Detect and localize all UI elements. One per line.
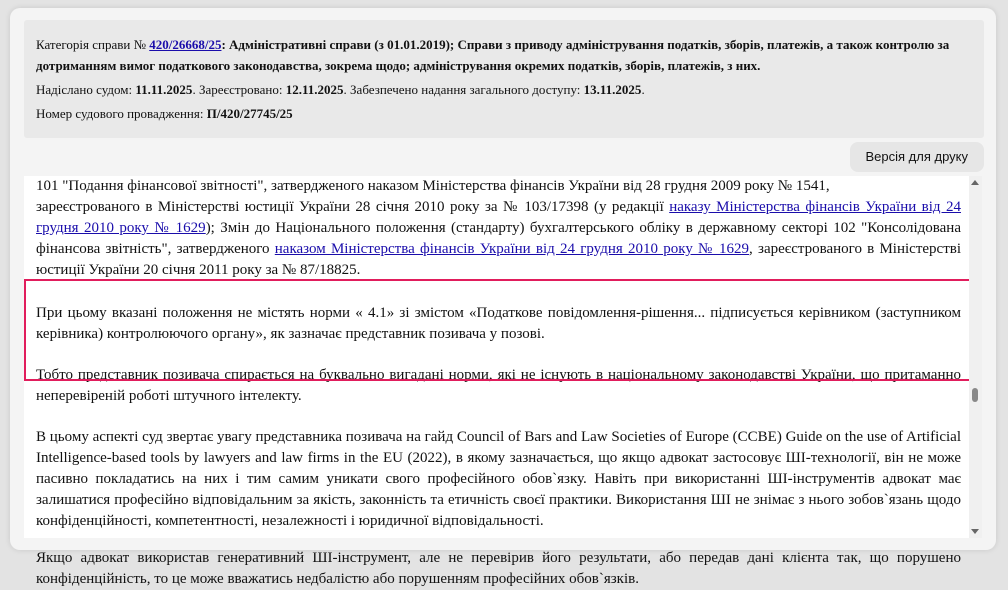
case-dates: Надіслано судом: 11.11.2025. Зареєстровано: 12.11.2025. Забезпечено надання загального доступу: 13.11.2025. bbox=[36, 82, 645, 97]
case-number-link[interactable]: 420/26668/25 bbox=[149, 37, 222, 52]
paragraph-regulations: зареєстрованого в Міністерстві юстиції України 28 січня 2010 року за № 103/17398 (у редакції наказу Міністерства фінансів України від 24 грудня 2010 року № 1629); Змін до Національного положення (стандарту) бухгалтерського обліку в державному секторі 102 "Консолідована фінансова звітність", затвердженого наказом Міністерства фінансів України від 24 грудня 2010 року № 1629, зареєстрованого в Міністерстві юстиції України 20 січня 2011 року за № 87/18825. bbox=[36, 199, 961, 278]
order-link-2[interactable]: наказом Міністерства фінансів України від 24 грудня 2010 року № 1629 bbox=[274, 241, 750, 257]
paragraph-ccbe-guide: В цьому аспекті суд звертає увагу представника позивача на гайд Council of Bars and Law Societies of Europe (CCBE) Guide on the use of Artificial Intelligence-based tools by lawyers and law firms in the EU (2022), в якому зазначається, що якщо адвокат застосовує ШІ-технології, він не може пасивно покладатись на них і тим самим уникати свого професійного обов`язку. Навіть при використанні ШІ-інструментів адвокат має залишатися професійно відповідальним за якість, законність та етичність своєї практики. Використання ШІ не знімає з нього зобов`язань щодо конфіденційності, компетентності, незалежності і юридичної відповідальності. bbox=[36, 429, 961, 529]
scrollbar[interactable] bbox=[969, 176, 982, 538]
sent-date: 11.11.2025 bbox=[135, 82, 193, 97]
print-version-button[interactable]: Версія для друку bbox=[850, 142, 985, 172]
paragraph-ai-negligence: Якщо адвокат використав генеративний ШІ-інструмент, але не перевірив його результати, або передав дані клієнта так, що порушено конфіденційність, то це може вважатись недбалістю або порушенням професійних обов`язків. bbox=[36, 550, 961, 587]
paragraph-missing-norms: При цьому вказані положення не містять норми « 4.1» зі змістом «Податкове повідомлення-рішення... підписується керівником (заступником керівника) контролюючого органу», як зазначає представник позивача у позові. bbox=[36, 305, 961, 342]
registered-date: 12.11.2025 bbox=[285, 82, 344, 97]
document-viewport[interactable] bbox=[24, 176, 969, 587]
scrollbar-thumb[interactable] bbox=[972, 388, 978, 402]
paragraph-invented-norms: Тобто представник позивача спирається на буквально вигадані норми, які не існують в національному законодавстві України, що притаманно неперевіреній роботі штучного інтелекту. bbox=[36, 367, 961, 404]
proceeding-number: Номер судового провадження: П/420/27745/25 bbox=[36, 106, 293, 121]
case-category-text: : Адміністративні справи (з 01.01.2019); Справи з приводу адміністрування податків, зборів, платежів, а також контролю за дотриманням вимог податкового законодавства, зокрема щодо; адміністрування окремих податків, зборів, платежів, з них. bbox=[36, 37, 950, 73]
case-info-header bbox=[24, 20, 984, 138]
case-category: Категорія справи № 420/26668/25: Адміністративні справи (з 01.01.2019); Справи з приводу адміністрування податків, зборів, платежів, а також контролю за дотриманням вимог податкового законодавства, зокрема щодо; адміністрування окремих податків, зборів, платежів, з них. bbox=[36, 37, 950, 73]
document-text bbox=[36, 176, 961, 590]
access-date: 13.11.2025 bbox=[583, 82, 642, 97]
court-decision-window bbox=[10, 8, 996, 587]
order-link-1[interactable]: наказу Міністерства фінансів України від 24 грудня 2010 року № 1629 bbox=[36, 199, 961, 236]
scroll-up-arrow-icon[interactable] bbox=[971, 180, 979, 185]
partial-line: 101 "Подання фінансової звітності", затвердженого наказом Міністерства фінансів України від 28 грудня 2009 року № 1541, bbox=[36, 178, 830, 194]
scroll-down-arrow-icon[interactable] bbox=[971, 529, 979, 534]
